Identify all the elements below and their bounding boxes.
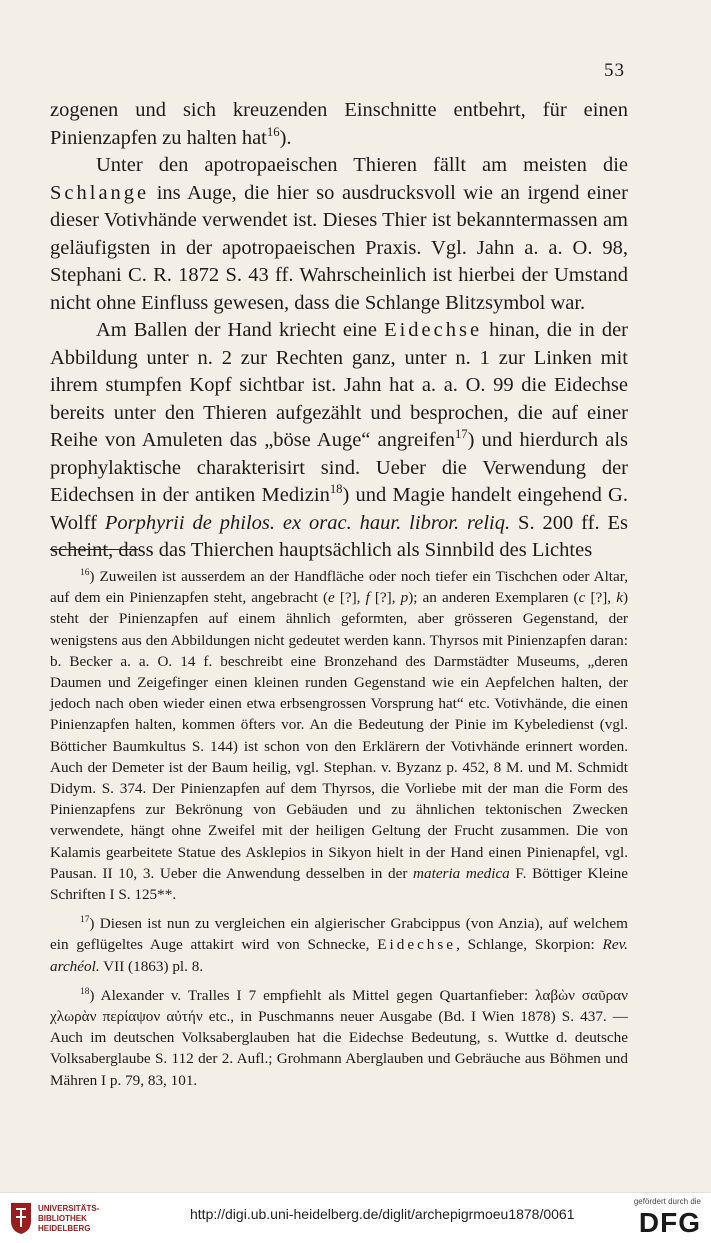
paragraph-3: Am Ballen der Hand kriecht eine Eidechse hinan, die in der Abbildung unter n. 2 zur Rechten ganz, unter n. 1 zur Linken mit ihrem stumpfen Kopf sichtbar ist. Jahn hat a. a. O. 99 die Eidechse bereits unter den Thieren aufgezählt und besprochen, die auf einer Reihe von Amuleten das „böse Auge“ angreifen$^{17}$) und hierdurch als prophylaktische charakterisirt sind. Ueber die Verwendung der Eidechsen in der antiken Medizin$^{18}$) und Magie handelt eingehend G. Wolff Porphyrii de philos. ex orac. haur. libror. reliq. S. 200 ff. Es scheint, dass das Thierchen hauptsächlich als Sinnbild des Lichtes bbox=[50, 319, 628, 561]
citation-title: Porphyrii de philos. ex orac. haur. libror. reliq. bbox=[104, 511, 511, 534]
footnote-16: $^{16}$) Zuweilen ist ausserdem an der Handfläche oder noch tiefer ein Tischchen oder Altar, auf dem ein Pinienzapfen steht, angebracht (e [?], f [?], p); an anderen Exemplaren (c [?], k) steht der Pinienzapfen auf einem ähnlich geformten, aber grösseren Gegenstand, der wenigstens aus den Abbildungen nicht gedeutet werden kann. Thyrsos mit Pinienzapfen daran: b. Becker a. a. O. 14 f. beschreibt eine Bronzehand des Darmstädter Museums, „deren Daumen und Zeigefinger einen kleinen runden Gegenstand wie ein Aepfelchen halten, der jedoch nach oben wieder einen etwa erbsengrossen Vorsprung hat“ etc. Votivhände, die einen Pinienzapfen halten, kommen öfters vor. An die Bedeutung der Pinie im Kybeledienst (vgl. Bötticher Baumkultus S. 144) ist schon von den Erklärern der Votivhände erinnert worden. Auch der Demeter ist der Baum heilig, vgl. Stephan. v. Byzanz p. 452, 8 M. und M. Schmidt Didym. S. 374. Der Pinienzapfen auf dem Thyrsos, die Vorliebe mit der man die Form des Pinienzapfens zur Bekrönung von Gebäuden und zu ähnlichen tektonischen Zwecken verwendete, hängt ohne Zweifel mit der heiligen Geltung der Frucht zusammen. Die von Kalamis gearbeitete Statue des Asklepios in Sikyon hielt in der Hand einen Pinienapfel, vgl. Pausan. II 10, 3. Ueber die Anwendung desselben in der materia medica F. Böttiger Kleine Schriften I S. 125**. bbox=[50, 567, 628, 904]
library-name[interactable]: UNIVERSITÄTS- BIBLIOTHEK HEIDELBERG bbox=[38, 1204, 100, 1233]
paragraph-1: zogenen und sich kreuzenden Einschnitte entbehrt, für einen Pinienzapfen zu halten hat$^{16}$). bbox=[50, 99, 628, 149]
footnote-divider bbox=[50, 549, 138, 550]
funding-note: gefördert durch die bbox=[633, 1197, 701, 1206]
main-text bbox=[50, 97, 628, 565]
permalink-url[interactable]: http://digi.ub.uni-heidelberg.de/diglit/archepigrmoeu1878/0061 bbox=[190, 1206, 575, 1222]
page-number: 53 bbox=[604, 60, 625, 81]
footnote-ref-16[interactable]: 16 bbox=[266, 124, 280, 139]
footnotes bbox=[50, 566, 628, 1099]
emphasis-schlange: Schlange bbox=[50, 181, 150, 204]
footnote-17: $^{17}$) Diesen ist nun zu vergleichen ein algierischer Grabcippus (von Anzia), auf welchem ein geflügeltes Auge attakirt wird von Schnecke, Eidechse, Schlange, Skorpion: Rev. archéol. VII (1863) pl. 8. bbox=[50, 915, 628, 975]
university-seal-icon[interactable] bbox=[8, 1201, 34, 1235]
paragraph-2: Unter den apotropaeischen Thieren fällt am meisten die Schlange ins Auge, die hier so ausdrucksvoll wie an irgend einer dieser Votivhände verwendet ist. Dieses Thier ist bekanntermassen am geläufigsten in der apotropaeischen Praxis. Vgl. Jahn a. a. O. 98, Stephani C. R. 1872 S. 43 ff. Wahrscheinlich ist hierbei der Umstand nicht ohne Einfluss gewesen, dass die Schlange Blitzsymbol war. bbox=[50, 154, 628, 314]
footnote-ref-17[interactable]: 17 bbox=[454, 427, 468, 442]
emphasis-eidechse: Eidechse bbox=[384, 319, 483, 341]
dfg-logo[interactable]: DFG bbox=[638, 1207, 701, 1238]
viewer-footer bbox=[0, 1192, 711, 1243]
footnote-18: $^{18}$) Alexander v. Tralles I 7 empfiehlt als Mittel gegen Quartanfieber: λαβὼν σαῦραν χλωρὰν περίαψον αὐτήν etc., in Puschmanns neuer Ausgabe (Bd. I Wien 1878) S. 437. — Auch im deutschen Volksaberglauben hat die Eidechse Bedeutung, s. Wuttke d. deutsche Volksaberglaube S. 112 der 2. Aufl.; Grohmann Aberglauben und Gebräuche aus Böhmen und Mähren I p. 79, 83, 101. bbox=[50, 986, 628, 1089]
footnote-ref-18[interactable]: 18 bbox=[329, 482, 343, 497]
